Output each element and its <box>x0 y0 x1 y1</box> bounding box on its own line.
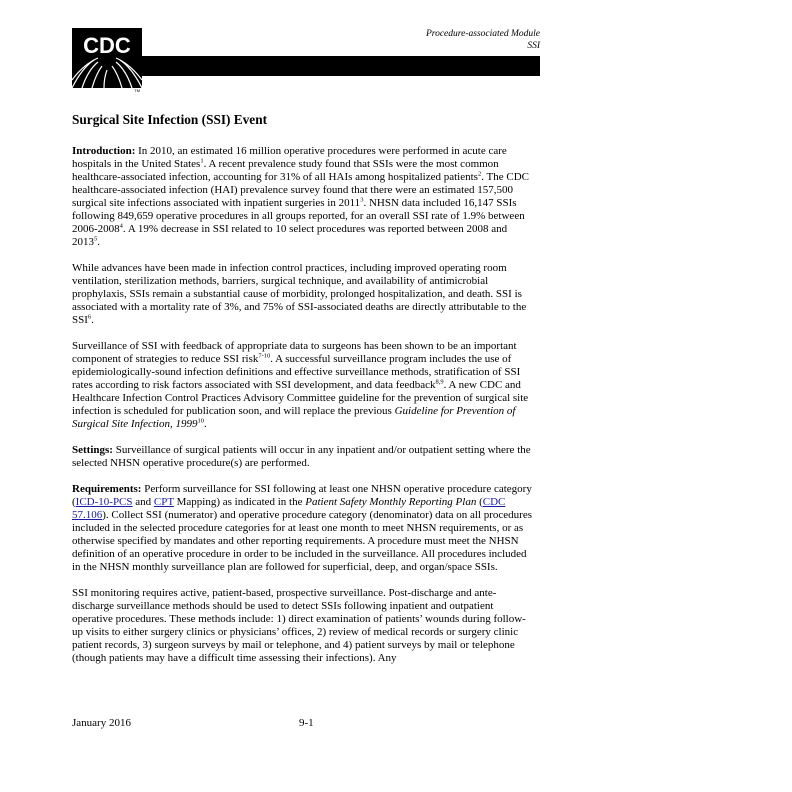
requirements-text-5: ). Collect SSI (numerator) and operative procedure category (denominator) data on all procedures included in the selected procedure categories for at least one month to meet NHSN requirements, or as otherwise specified by mandates and other reporting requirements. A procedure must meet the NHSN definition of an operative procedure in order to be included in the surveillance. All procedures included in the NHSN monthly surveillance plan are followed for superficial, deep, and organ/space SSIs. <box>72 509 532 573</box>
surveillance-paragraph <box>72 340 536 431</box>
running-head-section: SSI <box>527 41 540 51</box>
citation-3: 3 <box>360 196 364 204</box>
surveillance-text-3: . A new CDC and Healthcare Infection Control Practices Advisory Committee guideline for the prevention of surgical site infection is scheduled for publication soon, and will replace the previous <box>72 379 529 417</box>
citation-6: 6 <box>87 313 92 321</box>
settings-text: Surveillance of surgical patients will occur in any inpatient and/or outpatient setting where the selected NHSN operative procedure(s) are performed. <box>72 444 531 469</box>
introduction-paragraph <box>72 145 536 249</box>
running-head-module: Procedure-associated Module <box>425 29 540 39</box>
requirements-paragraph <box>72 483 536 574</box>
citation-8-9: 8,9 <box>435 378 444 386</box>
requirements-text-2: and <box>132 496 154 508</box>
cdc-logo-graphic <box>72 28 142 92</box>
guideline-title: Guideline for Prevention of Surgical Site Infection, 1999 <box>72 405 516 430</box>
advances-paragraph <box>72 262 536 327</box>
icd-10-pcs-link[interactable]: ICD-10-PCS <box>75 496 133 508</box>
running-head <box>426 28 540 52</box>
intro-text-5: . A 19% decrease in SSI related to 10 select procedures was reported between 2008 and 2013 <box>72 223 508 248</box>
surveillance-text-2: . A successful surveillance program includes the use of epidemiologically-sound infection definitions and effective surveillance methods, stratification of SSI rates according to risk factors associated with SSI development, and data feedback <box>72 353 521 391</box>
monitoring-paragraph <box>72 587 536 665</box>
introduction-heading: Introduction: <box>72 145 136 157</box>
footer-date: January 2016 <box>72 717 131 729</box>
citation-5: 5 <box>94 235 98 243</box>
intro-text-6: . <box>97 236 100 248</box>
requirements-heading: Requirements: <box>72 483 142 495</box>
cdc-logo <box>72 28 142 92</box>
document-body <box>72 112 536 678</box>
citation-10: 10 <box>197 417 204 425</box>
intro-text-2: . A recent prevalence study found that SSIs were the most common healthcare-associated infection, accounting for 31% of all HAIs among hospitalized patients <box>72 158 499 183</box>
cdc-57-106-link[interactable]: CDC 57.106 <box>72 496 506 521</box>
requirements-text-1: Perform surveillance for SSI following at least one NHSN operative procedure category ( <box>72 483 532 508</box>
requirements-text-3: Mapping) as indicated in the <box>173 496 306 508</box>
intro-text-4: . NHSN data included 16,147 SSIs following 849,659 operative procedures in all groups reported, for an overall SSI rate of 1.9% between 2006-2008 <box>72 197 525 235</box>
surveillance-text-4: . <box>203 418 207 430</box>
citation-4: 4 <box>119 222 123 230</box>
cdc-logo-text: CDC <box>83 33 131 58</box>
trademark-mark: TM <box>134 88 140 92</box>
header-bar <box>72 56 540 76</box>
surveillance-text-1: Surveillance of SSI with feedback of appropriate data to surgeons has been shown to be an important component of strategies to reduce SSI risk <box>72 340 517 365</box>
intro-text-3: . The CDC healthcare-associated infection (HAI) prevalence survey found that there were an estimated 157,500 surgical site infections associated with inpatient surgeries in 2011 <box>72 171 529 209</box>
advances-text-1: While advances have been made in infection control practices, including improved operating room ventilation, sterilization methods, barriers, surgical technique, and availability of antimicrobial prophylaxis, SSIs remain a substantial cause of morbidity, prolonged hospitalization, and death. SSI is associated with a mortality rate of 3%, and 75% of SSI-associated deaths are directly attributable to the SSI <box>72 262 527 326</box>
page-title: Surgical Site Infection (SSI) Event <box>72 112 268 127</box>
reporting-plan-title: Patient Safety Monthly Reporting Plan <box>305 496 477 508</box>
citation-1: 1 <box>200 157 204 165</box>
settings-heading: Settings: <box>72 444 113 456</box>
monitoring-text: SSI monitoring requires active, patient-based, prospective surveillance. Post-discharge and ante-discharge surveillance methods should be used to detect SSIs following inpatient and outpatient operative procedures. These methods include: 1) direct examination of patients’ wounds during follow-up visits to either surgery clinics or physicians’ offices, 2) review of medical records or surgery clinic patient records, 3) surgeon surveys by mail or telephone, and 4) patient surveys by mail or telephone (though patients may have a difficult time assessing their infections). Any <box>72 587 526 664</box>
advances-text-2: . <box>91 314 94 326</box>
cpt-link[interactable]: CPT <box>153 496 174 508</box>
requirements-text-4: ( <box>476 496 483 508</box>
citation-7-10: 7-10 <box>258 352 271 360</box>
settings-paragraph <box>72 444 536 470</box>
page-number: 9-1 <box>299 717 314 729</box>
intro-text-1: In 2010, an estimated 16 million operative procedures were performed in acute care hospitals in the United States <box>72 145 507 170</box>
citation-2: 2 <box>477 170 482 178</box>
